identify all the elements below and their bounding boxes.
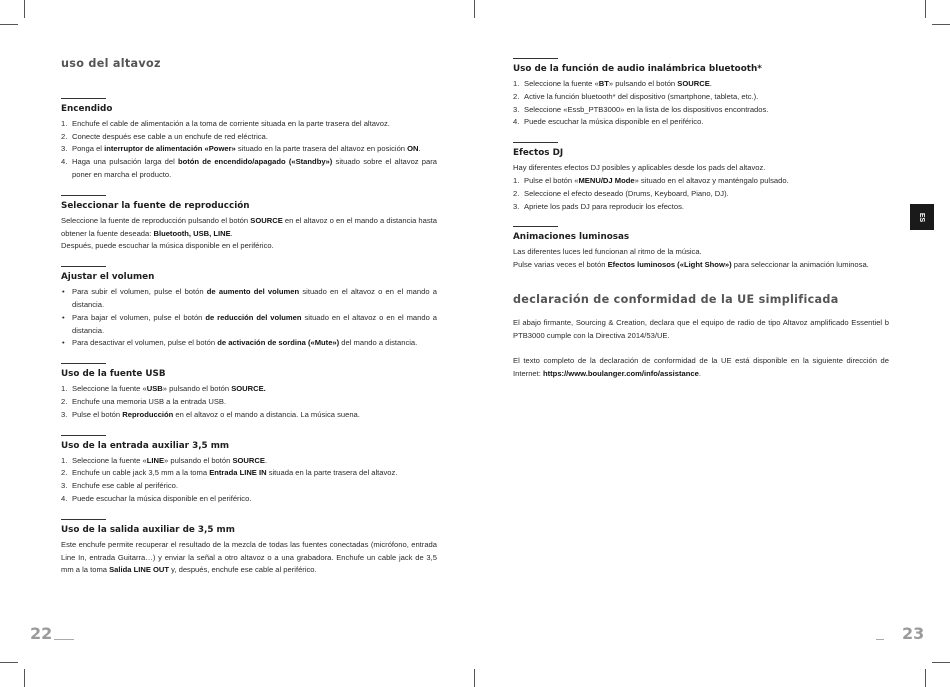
list-item: 1. Seleccione la fuente «USB» pulsando el botón SOURCE.	[61, 384, 266, 394]
section-divider	[61, 519, 106, 520]
crop-mark	[932, 662, 950, 663]
crop-mark	[932, 24, 950, 25]
list-item: 3. Pulse el botón Reproducción en el altavoz o el mando a distancia. La música suena.	[61, 409, 360, 419]
footer-line	[876, 639, 884, 640]
section-divider	[513, 226, 558, 227]
section-animaciones	[513, 226, 889, 272]
section-encendido	[61, 98, 437, 182]
steps-list	[513, 78, 889, 129]
section-divider	[61, 363, 106, 364]
steps-list	[513, 175, 889, 213]
list-item: • Para bajar el volumen, pulse el botón de reducción del volumen situado en el altavoz o en el mando a distancia.	[62, 312, 437, 335]
section-divider	[513, 58, 558, 59]
section-volumen	[61, 266, 437, 350]
section-title: Uso de la fuente USB	[61, 369, 166, 380]
section-divider	[513, 142, 558, 143]
crop-mark	[24, 669, 25, 687]
paragraph: Las diferentes luces led funcionan al ritmo de la música.	[513, 247, 702, 257]
steps-list	[61, 383, 437, 421]
section-title: Uso de la función de audio inalámbrica bluetooth*	[513, 64, 762, 74]
section-auxiliar	[61, 435, 437, 506]
paragraph: Hay diferentes efectos DJ posibles y aplicables desde los pads del altavoz.	[513, 163, 766, 173]
list-item: 3. Apriete los pads DJ para reproducir los efectos.	[513, 201, 684, 211]
paragraph: Seleccione la fuente de reproducción pulsando el botón SOURCE en el altavoz o en el mando a distancia hasta obtener la fuente deseada: Bluetooth, USB, LINE.	[61, 215, 437, 238]
paragraph: Pulse varias veces el botón Efectos luminosos («Light Show») para seleccionar la animación luminosa.	[513, 260, 869, 270]
bullet-list	[61, 286, 437, 350]
crop-mark	[0, 662, 18, 663]
section-divider	[61, 435, 106, 436]
list-item: 4. Puede escuchar la música disponible en el periférico.	[61, 493, 252, 503]
page-number: 23	[902, 624, 925, 643]
section-title: Ajustar el volumen	[61, 272, 155, 283]
paragraph: Después, puede escuchar la música disponible en el periférico.	[61, 241, 274, 251]
left-page-column	[61, 58, 437, 590]
crop-mark	[925, 669, 926, 687]
page-title: uso del altavoz	[61, 57, 161, 70]
list-item: 3. Enchufe ese cable al periférico.	[61, 481, 178, 491]
footer-line	[54, 639, 74, 640]
list-item: 2. Enchufe una memoria USB a la entrada USB.	[61, 396, 227, 406]
list-item: 3. Seleccione «Essb_PTB3000» en la lista de los dispositivos encontrados.	[513, 104, 769, 114]
page-number: 22	[30, 624, 53, 643]
list-item: 2. Active la función bluetooth* del dispositivo (smartphone, tableta, etc.).	[513, 91, 759, 101]
steps-list	[61, 118, 437, 182]
section-title: Efectos DJ	[513, 148, 564, 159]
steps-list	[61, 455, 437, 506]
assistance-link[interactable]: https://www.boulanger.com/info/assistance	[542, 369, 699, 379]
left-footer	[30, 624, 80, 644]
section-usb	[61, 363, 437, 421]
list-item: 4. Puede escuchar la música disponible en el periférico.	[513, 117, 704, 127]
list-item: 4. Haga una pulsación larga del botón de encendido/apagado («Standby») situado sobre el altavoz para poner en marcha el producto.	[61, 157, 438, 179]
paragraph: Este enchufe permite recuperar el resultado de la mezcla de todas las fuentes conectadas (micrófono, entrada Line In, entrada Guitarra…) y enviar la señal a otro altavoz o a una grabadora. Enchufe un cable jack de 3,5 mm a la toma Salida LINE OUT y, después, enchufe ese cable al periférico.	[61, 539, 437, 575]
list-item: 2. Seleccione el efecto deseado (Drums, Keyboard, Piano, DJ).	[513, 188, 729, 198]
section-title: Encendido	[61, 103, 113, 114]
list-item: 2. Enchufe un cable jack 3,5 mm a la toma Entrada LINE IN situada en la parte trasera del altavoz.	[61, 468, 398, 478]
section-title: Uso de la entrada auxiliar 3,5 mm	[61, 440, 230, 451]
section-fuente	[61, 195, 437, 253]
crop-mark	[474, 669, 475, 687]
section-divider	[61, 98, 106, 99]
section-divider	[61, 266, 106, 267]
list-item: 1. Seleccione la fuente «LINE» pulsando el botón SOURCE.	[61, 455, 268, 465]
declaration-title: declaración de conformidad de la UE simplificada	[513, 292, 839, 306]
section-bluetooth	[513, 58, 889, 129]
list-item: 3. Ponga el interruptor de alimentación «Power» situado en la parte trasera del altavoz en posición ON.	[61, 144, 421, 154]
list-item: 1. Pulse el botón «MENU/DJ Mode» situado en el altavoz y manténgalo pulsado.	[513, 175, 789, 185]
section-title: Seleccionar la fuente de reproducción	[61, 200, 250, 211]
paragraph: El texto completo de la declaración de conformidad de la UE está disponible en la siguiente dirección de Internet: https://www.boulanger.com/info/assistance.	[513, 356, 889, 379]
crop-mark	[925, 0, 926, 18]
list-item: • Para desactivar el volumen, pulse el botón de activación de sordina («Mute») del mando a distancia.	[62, 338, 418, 348]
language-tab: ES	[910, 204, 934, 230]
list-item: 1. Enchufe el cable de alimentación a la toma de corriente situada en la parte trasera del altavoz.	[61, 118, 390, 128]
section-divider	[61, 195, 106, 196]
list-item: • Para subir el volumen, pulse el botón de aumento del volumen situado en el altavoz o en el mando a distancia.	[62, 287, 437, 309]
paragraph: El abajo firmante, Sourcing & Creation, declara que el equipo de radio de tipo Altavoz amplificado Essentiel b PTB3000 cumple con la Directiva 2014/53/UE.	[513, 317, 889, 340]
crop-mark	[24, 0, 25, 18]
section-title: Uso de la salida auxiliar de 3,5 mm	[61, 524, 235, 535]
right-page-column	[513, 58, 889, 381]
list-item: 1. Seleccione la fuente «BT» pulsando el botón SOURCE.	[513, 79, 712, 88]
crop-mark	[474, 0, 475, 18]
list-item: 2. Conecte después ese cable a un enchufe de red eléctrica.	[61, 131, 268, 141]
section-efectos-dj	[513, 142, 889, 213]
crop-mark	[0, 24, 18, 25]
section-salida	[61, 519, 437, 577]
section-title: Animaciones luminosas	[513, 232, 630, 243]
